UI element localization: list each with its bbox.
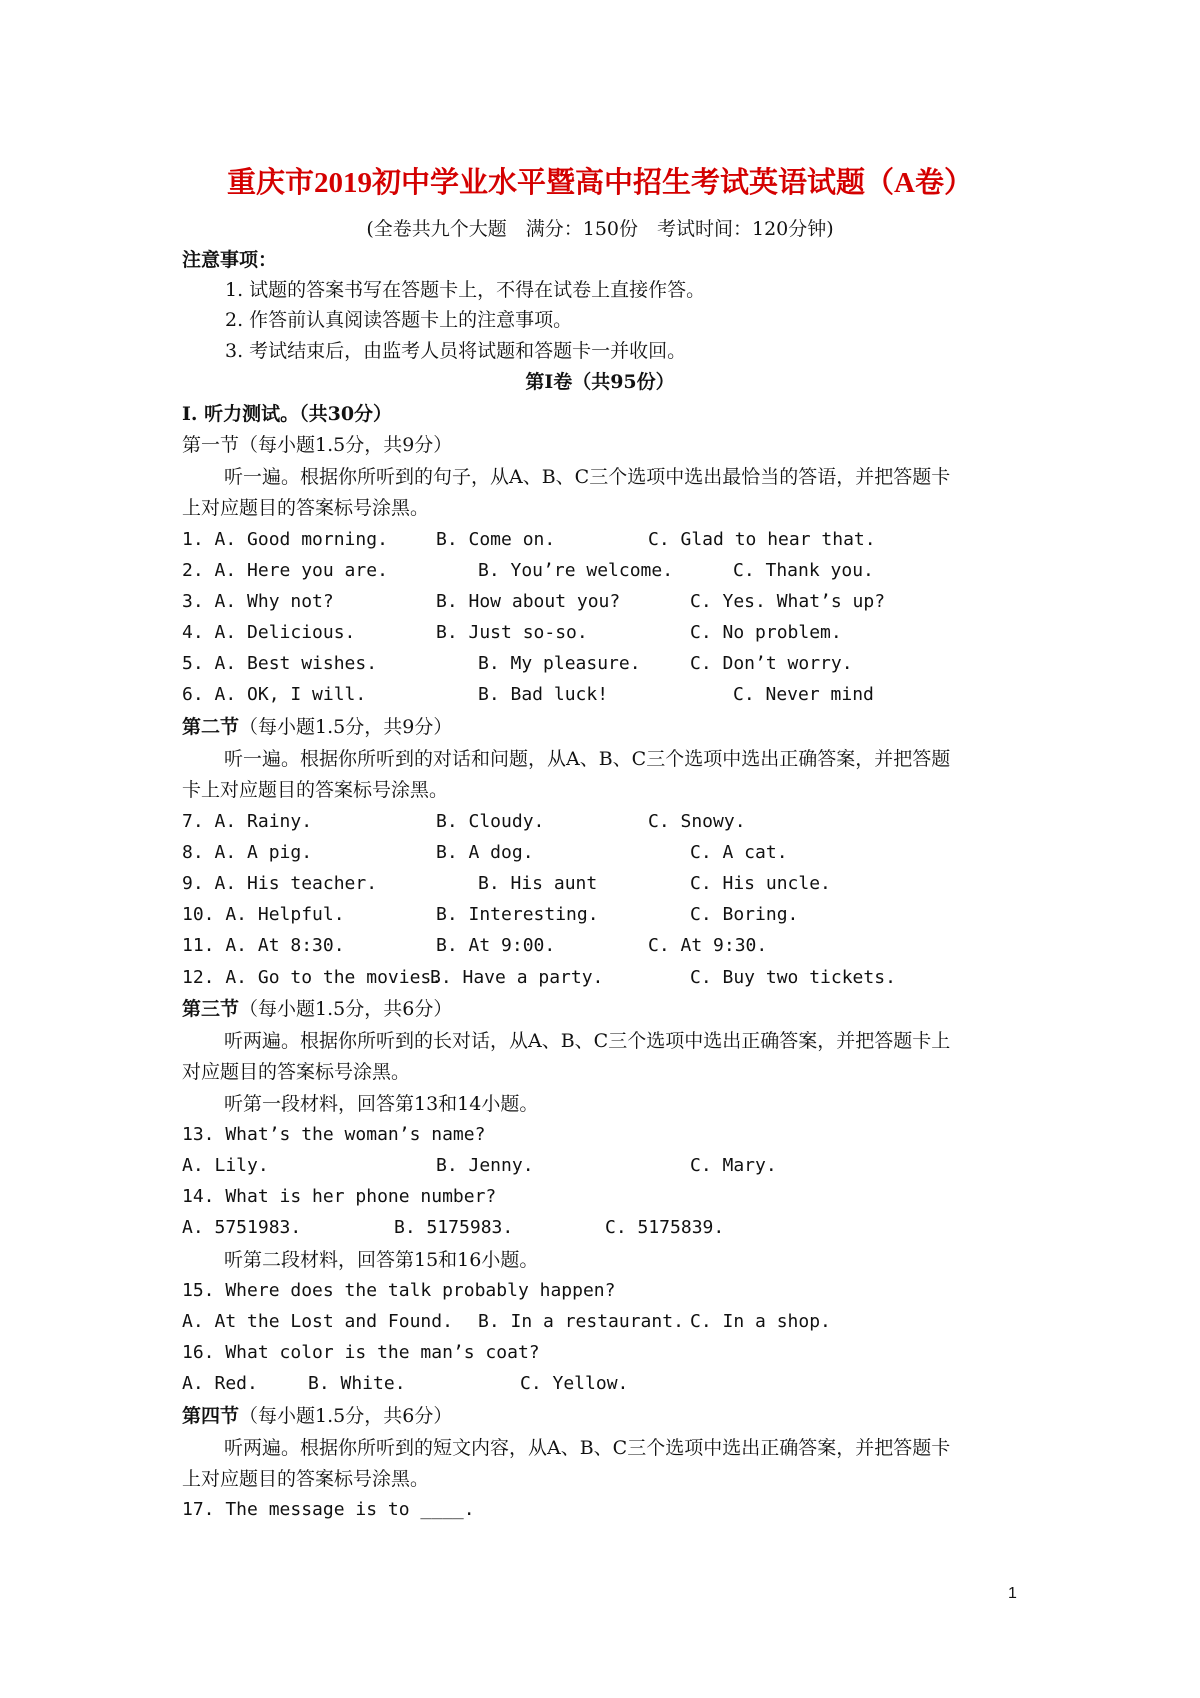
option: C. Glad to hear that. [648,529,876,550]
option: B. At 9:00. [436,935,556,956]
instruction: 对应题目的答案标号涂黑。 [182,1061,411,1083]
subsection-score: （每小题1.5分，共9分） [239,716,453,738]
notice-item: 2. 作答前认真阅读答题卡上的注意事项。 [225,309,573,331]
option: 11. A. At 8:30. [182,935,345,956]
option: 9. A. His teacher. [182,873,378,894]
option: B. Bad luck! [478,684,609,705]
instruction: 听一遍。根据你所听到的句子，从A、B、C三个选项中选出最恰当的答语，并把答题卡 [224,466,951,488]
option: C. Mary. [690,1155,777,1176]
option: B. Jenny. [436,1155,534,1176]
question: 17. The message is to ____. [182,1499,475,1520]
option: B. You’re welcome. [478,560,674,581]
option: A. 5751983. [182,1217,302,1238]
option: C. At 9:30. [648,935,768,956]
option: A. Lily. [182,1155,269,1176]
subsection-heading: 第一节（每小题1.5分，共9分） [182,434,453,456]
subsection-score: （每小题1.5分，共6分） [239,1405,453,1427]
notice-heading: 注意事项： [182,249,278,271]
option: C. No problem. [690,622,842,643]
option: B. His aunt [478,873,598,894]
option: 7. A. Rainy. [182,811,313,832]
option: C. Buy two tickets. [690,967,896,988]
option: 10. A. Helpful. [182,904,345,925]
option: B. My pleasure. [478,653,641,674]
instruction: 听两遍。根据你所听到的长对话，从A、B、C三个选项中选出正确答案，并把答题卡上 [224,1030,951,1052]
instruction: 卡上对应题目的答案标号涂黑。 [182,779,449,801]
option: C. In a shop. [690,1311,831,1332]
option: B. Interesting. [436,904,599,925]
subsection-heading [182,715,452,739]
option: C. A cat. [690,842,788,863]
option: B. Have a party. [430,967,604,988]
option: B. A dog. [436,842,534,863]
option: B. Come on. [436,529,556,550]
option: 1. A. Good morning. [182,529,388,550]
notice-item: 3. 考试结束后，由监考人员将试题和答题卡一并收回。 [225,340,687,362]
option: B. How about you? [436,591,621,612]
option: C. Yes. What’s up? [690,591,886,612]
option: C. Snowy. [648,811,746,832]
subsection-label: 第四节 [182,1405,240,1427]
option: B. Just so-so. [436,622,588,643]
question: 14. What is her phone number? [182,1186,497,1207]
instruction: 上对应题目的答案标号涂黑。 [182,1468,430,1490]
material-note: 听第一段材料，回答第13和14小题。 [224,1093,539,1115]
instruction: 听一遍。根据你所听到的对话和问题，从A、B、C三个选项中选出正确答案，并把答题 [224,748,951,770]
notice-item: 1. 试题的答案书写在答题卡上，不得在试卷上直接作答。 [225,279,706,301]
option: C. Boring. [690,904,799,925]
option: 4. A. Delicious. [182,622,356,643]
option: C. His uncle. [690,873,831,894]
option: A. Red. [182,1373,258,1394]
option: A. At the Lost and Found. [182,1311,453,1332]
option: 6. A. OK, I will. [182,684,367,705]
exam-info: (全卷共九个大题 满分：150份 考试时间：120分钟) [366,218,834,240]
subsection-heading [182,997,452,1021]
material-note: 听第二段材料，回答第15和16小题。 [224,1249,539,1271]
subsection-score: （每小题1.5分，共6分） [239,998,453,1020]
option: C. Yellow. [520,1373,629,1394]
option: 8. A. A pig. [182,842,313,863]
section-heading: I. 听力测试。（共30分） [182,403,393,425]
option: 12. A. Go to the movies. [182,967,443,988]
option: B. 5175983. [394,1217,514,1238]
option: B. In a restaurant. [478,1311,684,1332]
page-number: 1 [1008,1585,1017,1602]
question: 13. What’s the woman’s name? [182,1124,486,1145]
instruction: 上对应题目的答案标号涂黑。 [182,497,430,519]
subsection-label: 第三节 [182,998,240,1020]
page-title: 重庆市2019初中学业水平暨高中招生考试英语试题（A卷） [227,167,973,199]
option: B. Cloudy. [436,811,545,832]
question: 16. What color is the man’s coat? [182,1342,540,1363]
option: C. Never mind [733,684,874,705]
option: C. Don’t worry. [690,653,853,674]
subsection-heading [182,1404,452,1428]
option: C. Thank you. [733,560,874,581]
instruction: 听两遍。根据你所听到的短文内容，从A、B、C三个选项中选出正确答案，并把答题卡 [224,1437,951,1459]
part-title: 第Ⅰ卷（共95份） [525,371,675,393]
subsection-label: 第二节 [182,716,240,738]
option: C. 5175839. [605,1217,725,1238]
option: 2. A. Here you are. [182,560,388,581]
option: B. White. [308,1373,406,1394]
option: 5. A. Best wishes. [182,653,378,674]
question: 15. Where does the talk probably happen? [182,1280,616,1301]
option: 3. A. Why not? [182,591,334,612]
